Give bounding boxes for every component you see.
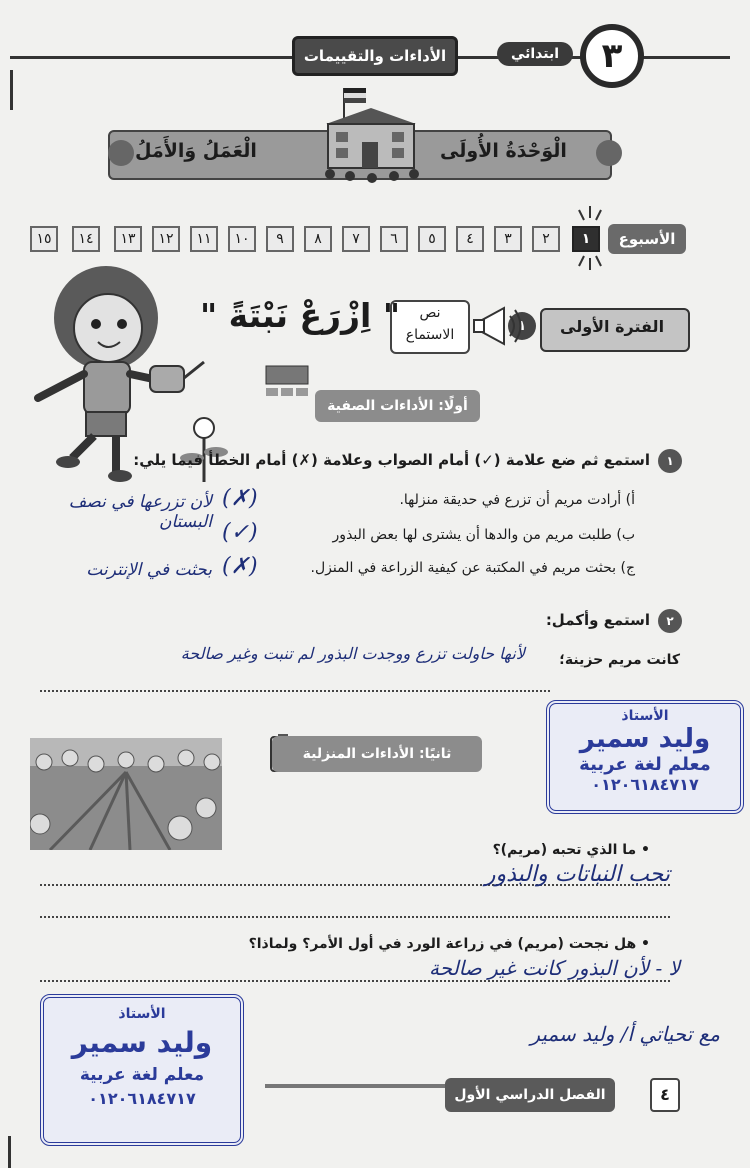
week-box: ١١	[190, 226, 218, 252]
answer-line	[40, 980, 670, 982]
megaphone-icon	[470, 300, 526, 352]
statement-c: ج) بحثت مريم في المكتبة عن كيفية الزراعة في المنزل.	[310, 560, 635, 576]
week-box: ١٣	[114, 226, 142, 252]
section-two-title: ثانيًا: الأداءات المنزلية	[272, 736, 482, 772]
grade-number: ٣	[580, 24, 644, 88]
week-box: ٩	[266, 226, 294, 252]
stamp-title: الأستاذ	[621, 708, 669, 724]
week-box: ١٤	[72, 226, 100, 252]
week-label: الأسبوع	[608, 224, 686, 254]
page-number: ٤	[650, 1078, 680, 1112]
answer-mark-a: (✗)	[222, 486, 258, 511]
week-box: ٦	[380, 226, 408, 252]
week-box: ١٠	[228, 226, 256, 252]
stamp-role: معلم لغة عربية	[79, 1065, 205, 1085]
classroom-icon	[262, 362, 312, 404]
answer-mark-c: (✗)	[222, 554, 258, 579]
week-box: ١٢	[152, 226, 180, 252]
banner-dot-right	[596, 140, 622, 166]
unit-theme: الْعَمَلُ وَالأَمَلُ	[135, 140, 257, 162]
teacher-stamp-bottom	[40, 994, 244, 1146]
homework-question-one: • ما الذي تحبه (مريم)؟	[492, 842, 650, 858]
question-two-instruction: استمع وأكمل:	[545, 611, 650, 629]
period-number: ١	[508, 312, 536, 340]
footer-term: الفصل الدراسي الأول	[445, 1078, 615, 1112]
stamp-name: وليد سمير	[71, 1026, 213, 1059]
margin-rule-bottom	[8, 1136, 11, 1168]
week-box: ٤	[456, 226, 484, 252]
homework-answer-two: لا - لأن البذور كانت غير صالحة	[428, 956, 680, 980]
stamp-role: معلم لغة عربية	[579, 754, 711, 775]
section-one-title: أولًا: الأداءات الصفية	[315, 390, 480, 422]
week-box-current: ١	[572, 226, 600, 252]
unit-name: الْوَحْدَةُ الأُولَى	[440, 140, 567, 162]
text-type-box	[390, 300, 470, 354]
margin-rule	[10, 70, 13, 110]
teacher-stamp	[546, 700, 744, 814]
week-box: ٥	[418, 226, 446, 252]
week-box: ٨	[304, 226, 332, 252]
question-number: ٢	[658, 609, 682, 633]
text-type-line1: نص	[419, 305, 441, 321]
teacher-signature: مع تحياتي أ/ وليد سمير	[530, 1022, 720, 1046]
stamp-phone: ٠١٢٠٦١٨٤٧١٧	[88, 1089, 196, 1108]
stamp-title: الأستاذ	[118, 1006, 166, 1022]
question-one-instruction: استمع ثم ضع علامة (✓) أمام الصواب وعلامة (✗) أمام الخطأ فيما يلي:	[133, 451, 650, 469]
text-type-line2: الاستماع	[405, 327, 455, 343]
handwritten-correction-a: لأن تزرعها في نصف البستان	[68, 492, 212, 532]
answer-line	[40, 690, 550, 692]
answer-mark-b: (✓)	[222, 520, 258, 545]
lesson-title: " اِزْرَعْ نَبْتَةً "	[200, 296, 401, 335]
homework-question-two: • هل نجحت (مريم) في زراعة الورد في أول الأمر؟ ولماذا؟	[248, 936, 650, 952]
homework-answer-one: تحب النباتات والبذور	[484, 862, 670, 887]
week-box: ٣	[494, 226, 522, 252]
sunflower-field-photo	[30, 738, 222, 850]
week-box: ٧	[342, 226, 370, 252]
banner-dot-left	[108, 140, 134, 166]
period-label: الفترة الأولى	[560, 317, 665, 336]
statement-a: أ) أرادت مريم أن تزرع في حديقة منزلها.	[399, 492, 635, 508]
week-box: ١٥	[30, 226, 58, 252]
section-title: الأداءات والتقييمات	[292, 36, 458, 76]
question-number: ١	[658, 449, 682, 473]
school-illustration-icon	[316, 84, 426, 194]
statement-b: ب) طلبت مريم من والدها أن يشترى لها بعض البذور	[332, 527, 635, 543]
level-badge: ابتدائي	[497, 42, 573, 66]
answer-line	[40, 916, 670, 918]
completion-answer: لأنها حاولت تزرع ووجدت البذور لم تنبت وغير صالحة	[180, 644, 525, 663]
stamp-name: وليد سمير	[579, 724, 711, 754]
handwritten-correction-c: بحثت في الإنترنت	[86, 560, 212, 580]
completion-prompt: كانت مريم حزينة؛	[559, 652, 680, 668]
stamp-phone: ٠١٢٠٦١٨٤٧١٧	[591, 775, 699, 794]
week-box: ٢	[532, 226, 560, 252]
